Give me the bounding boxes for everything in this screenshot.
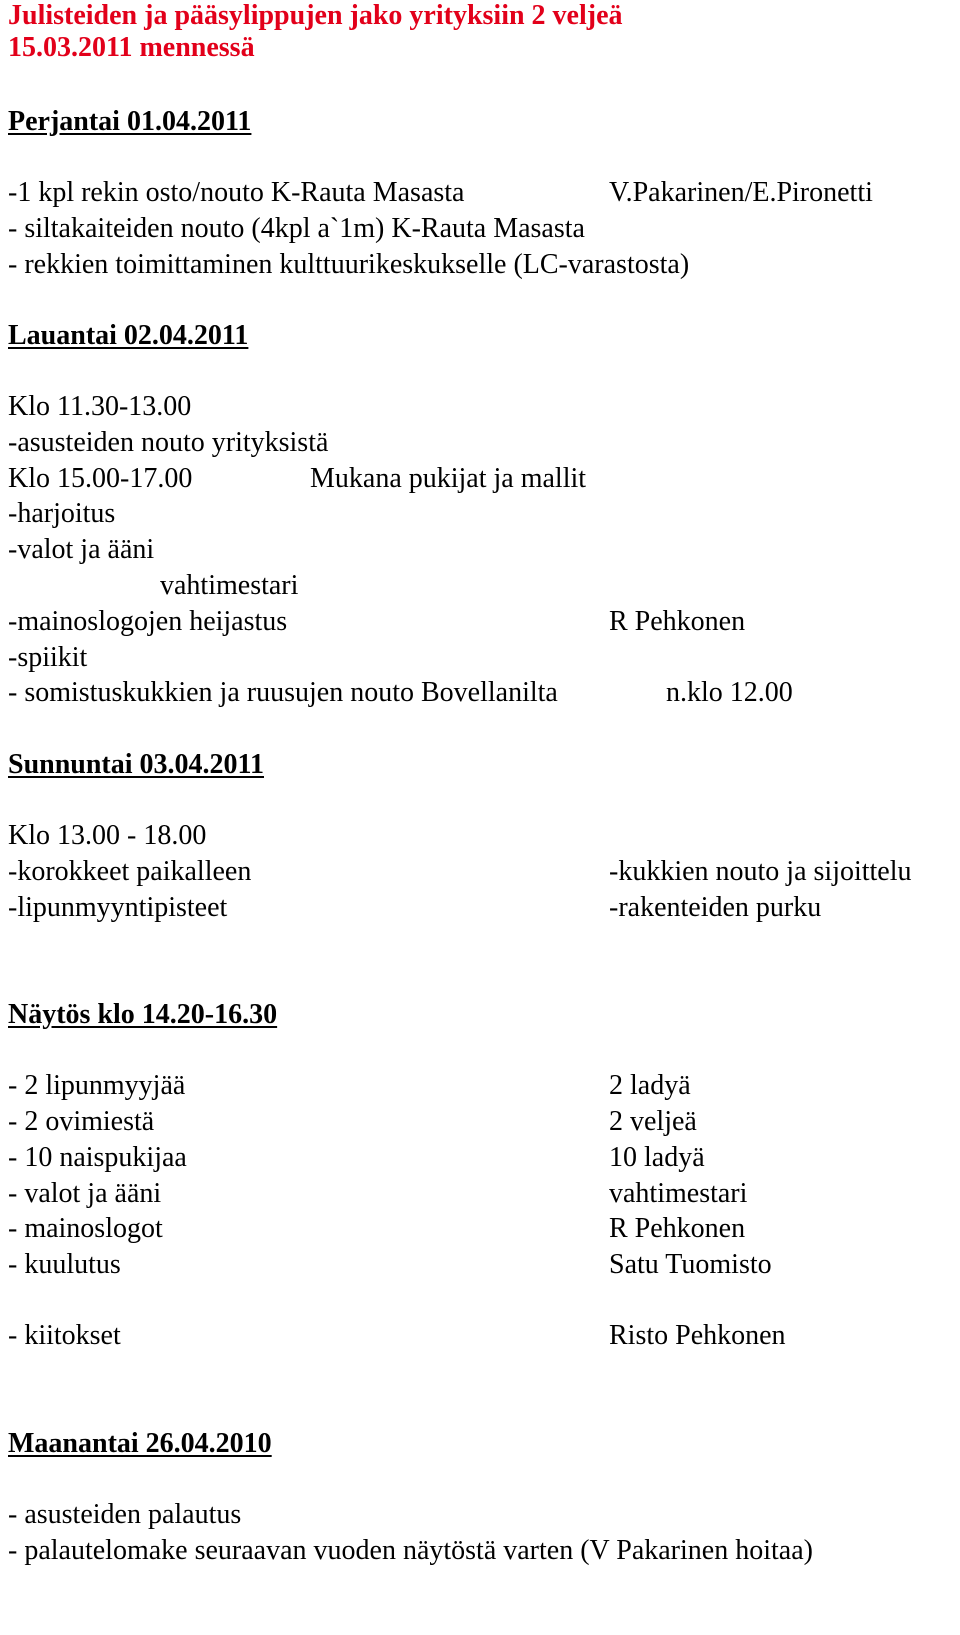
friday-item-2: - siltakaiteiden nouto (4kpl a`1m) K-Rauta Masasta [8, 213, 585, 244]
show-task-2: - 2 ovimiestä [8, 1106, 155, 1137]
show-who-5: R Pehkonen [609, 1213, 746, 1244]
saturday-item-2: -harjoitus [8, 498, 116, 529]
saturday-time-1: Klo 11.30-13.00 [8, 391, 192, 422]
saturday-time-2: Klo 15.00-17.00 [8, 463, 193, 494]
sunday-right-item-2: -rakenteiden purku [609, 892, 822, 923]
saturday-item-6: - somistuskukkien ja ruusujen nouto Bovellanilta [8, 677, 558, 708]
monday-heading: Maanantai 26.04.2010 [8, 1428, 272, 1459]
show-thanks-responsible: Risto Pehkonen [609, 1320, 786, 1351]
show-heading: Näytös klo 14.20-16.30 [8, 999, 278, 1030]
saturday-item-1: -asusteiden nouto yrityksistä [8, 427, 329, 458]
sunday-right-item-1: -kukkien nouto ja sijoittelu [609, 856, 912, 887]
friday-heading: Perjantai 01.04.2011 [8, 106, 252, 137]
show-who-4: vahtimestari [609, 1178, 748, 1209]
saturday-item-4: -mainoslogojen heijastus [8, 606, 288, 637]
saturday-item-5: -spiikit [8, 642, 88, 673]
saturday-item-3-responsible: vahtimestari [160, 570, 299, 601]
document-title-line-1: Julisteiden ja pääsylippujen jako yrityksiin 2 veljeä [8, 0, 623, 31]
document-title-line-2: 15.03.2011 mennessä [8, 32, 255, 63]
sunday-time: Klo 13.00 - 18.00 [8, 820, 207, 851]
show-thanks: - kiitokset [8, 1320, 121, 1351]
sunday-left-item-1: -korokkeet paikalleen [8, 856, 252, 887]
monday-item-2: - palautelomake seuraavan vuoden näytöstä varten (V Pakarinen hoitaa) [8, 1535, 813, 1566]
show-who-3: 10 ladyä [609, 1142, 705, 1173]
saturday-time-2-note: Mukana pukijat ja mallit [310, 463, 587, 494]
friday-item-1-responsible: V.Pakarinen/E.Pironetti [609, 177, 873, 208]
sunday-heading: Sunnuntai 03.04.2011 [8, 749, 264, 780]
show-who-1: 2 ladyä [609, 1070, 691, 1101]
show-task-3: - 10 naispukijaa [8, 1142, 187, 1173]
show-task-4: - valot ja ääni [8, 1178, 162, 1209]
sunday-left-item-2: -lipunmyyntipisteet [8, 892, 228, 923]
saturday-heading: Lauantai 02.04.2011 [8, 320, 249, 351]
show-task-1: - 2 lipunmyyjää [8, 1070, 186, 1101]
saturday-item-6-time: n.klo 12.00 [666, 677, 793, 708]
show-who-6: Satu Tuomisto [609, 1249, 772, 1280]
show-task-5: - mainoslogot [8, 1213, 163, 1244]
monday-item-1: - asusteiden palautus [8, 1499, 242, 1530]
saturday-item-3: -valot ja ääni [8, 534, 155, 565]
friday-item-3: - rekkien toimittaminen kulttuurikeskukselle (LC-varastosta) [8, 249, 690, 280]
show-task-6: - kuulutus [8, 1249, 121, 1280]
show-who-2: 2 veljeä [609, 1106, 697, 1137]
saturday-item-4-responsible: R Pehkonen [609, 606, 746, 637]
friday-item-1: -1 kpl rekin osto/nouto K-Rauta Masasta [8, 177, 465, 208]
